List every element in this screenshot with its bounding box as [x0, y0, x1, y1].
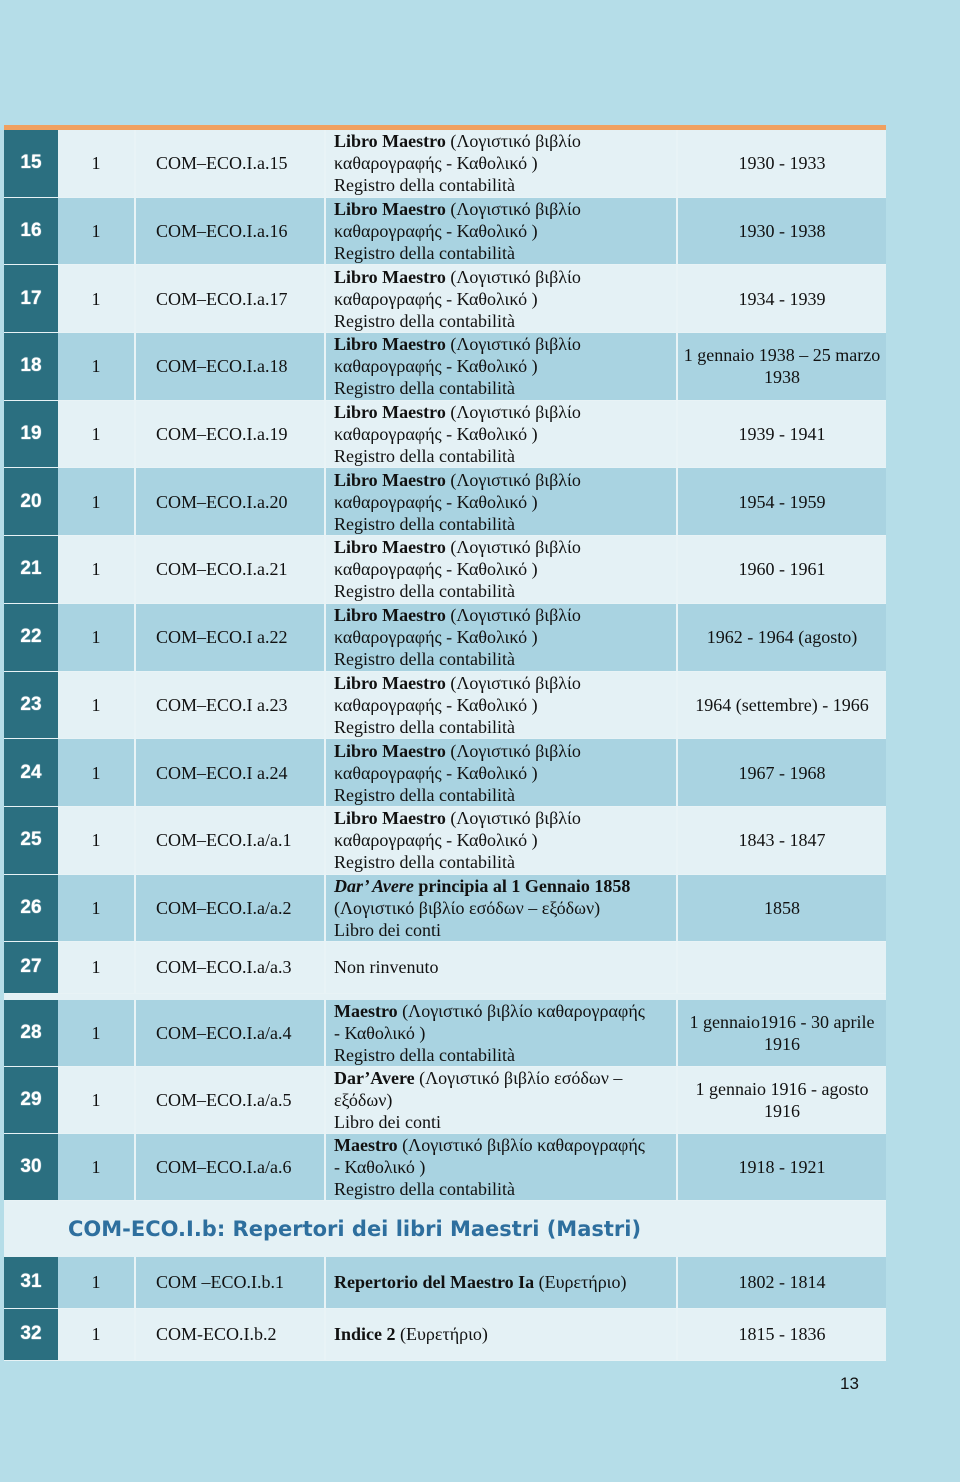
section-title: COM-ECO.I.b: Repertori dei libri Maestri (Mastri) [68, 1216, 642, 1241]
code-cell [136, 265, 326, 332]
row-number [4, 875, 58, 941]
row-number-text: 19 [20, 423, 42, 445]
row-number-text: 30 [20, 1155, 42, 1177]
date-text: 1 gennaio 1916 - agosto 1916 [695, 1078, 869, 1121]
date-cell [678, 1134, 886, 1200]
code-cell [136, 1067, 326, 1133]
description-line-3: Registro della contabilità [334, 716, 515, 737]
description-greek: (Λογιστικό βιβλίο [445, 537, 581, 558]
quantity-cell [58, 1257, 136, 1308]
description-line-3: Registro della contabilità [334, 649, 515, 670]
description-line-3: Registro della contabilità [334, 378, 515, 399]
table-row [4, 1309, 886, 1361]
date-text: 1964 (settembre) - 1966 [695, 694, 869, 715]
code-text: COM–ECO.I.a.17 [156, 288, 288, 309]
code-text: COM–ECO.I.a/a.2 [156, 897, 292, 918]
table-row [4, 536, 886, 604]
quantity-cell [58, 672, 136, 739]
description-title: Dar’Avere [334, 1067, 415, 1088]
code-text: COM–ECO.I.a.19 [156, 424, 288, 445]
row-number [4, 672, 58, 739]
description-greek: (Λογιστικό βιβλίο [445, 808, 581, 829]
description-title: Libro Maestro [334, 266, 446, 287]
date-cell [678, 875, 886, 941]
row-number-text: 26 [20, 896, 42, 918]
row-number [4, 468, 58, 535]
quantity-text: 1 [91, 153, 101, 174]
description-line-2: (Λογιστικό βιβλίο εσόδων – εξόδων) [334, 897, 601, 918]
description-line-3: Registro della contabilità [334, 446, 515, 467]
table-row [4, 739, 886, 807]
section-heading-row [4, 1201, 886, 1257]
date-cell [678, 739, 886, 806]
quantity-text: 1 [91, 559, 101, 580]
date-text: 1 gennaio1916 - 30 aprile 1916 [689, 1011, 875, 1054]
row-number-text: 16 [20, 220, 42, 242]
code-cell [136, 468, 326, 535]
quantity-text: 1 [91, 694, 101, 715]
row-number-text: 24 [20, 761, 42, 783]
table-row [4, 807, 886, 875]
description-line-2: καθαρογραφής - Καθολικό ) [334, 559, 538, 580]
table-row [4, 1134, 886, 1201]
description-cell [326, 604, 678, 671]
description-cell [326, 198, 678, 265]
date-cell [678, 536, 886, 603]
description-line-1 [334, 604, 581, 626]
code-text: COM–ECO.I.a/a.6 [156, 1156, 292, 1177]
row-number-text: 18 [20, 355, 42, 377]
row-number [4, 130, 58, 197]
code-cell [136, 333, 326, 400]
row-number [4, 807, 58, 874]
description-line-2: καθαρογραφής - Καθολικό ) [334, 491, 538, 512]
quantity-cell [58, 807, 136, 874]
row-number-text: 17 [20, 287, 42, 309]
row-number-text: 20 [20, 490, 42, 512]
row-number-text: 28 [20, 1021, 42, 1043]
description-line-3: Libro dei conti [334, 1111, 441, 1132]
quantity-cell [58, 130, 136, 197]
description-title: Repertorio del Maestro Ia [334, 1272, 535, 1293]
code-cell [136, 807, 326, 874]
date-cell [678, 1309, 886, 1360]
quantity-text: 1 [91, 762, 101, 783]
description-greek: (Λογιστικό βιβλίο [445, 402, 581, 423]
row-number [4, 265, 58, 332]
description-greek: (Λογιστικό βιβλίο [445, 672, 581, 693]
date-text: 1967 - 1968 [738, 762, 826, 783]
description-title: Maestro [334, 1134, 398, 1155]
description-line-1 [334, 130, 581, 152]
quantity-text: 1 [91, 957, 101, 978]
description-line-2: καθαρογραφής - Καθολικό ) [334, 424, 538, 445]
date-cell [678, 130, 886, 197]
description-line-3: Registro della contabilità [334, 243, 515, 264]
description-line-3: Registro della contabilità [334, 1044, 515, 1065]
code-cell [136, 1257, 326, 1308]
description-line-1 [334, 807, 581, 829]
code-cell [136, 739, 326, 806]
quantity-text: 1 [91, 830, 101, 851]
code-text: COM–ECO.I.a/a.3 [156, 957, 292, 978]
table-row [4, 604, 886, 672]
description-greek: (Λογιστικό βιβλίο [445, 199, 581, 220]
date-cell [678, 604, 886, 671]
description-cell [326, 942, 678, 993]
description-greek: (Λογιστικό βιβλίο [445, 131, 581, 152]
quantity-cell [58, 1067, 136, 1133]
date-text: 1815 - 1836 [738, 1324, 826, 1345]
description-title: Libro Maestro [334, 740, 446, 761]
description-line-3: Registro della contabilità [334, 784, 515, 805]
table-row [4, 333, 886, 401]
code-cell [136, 536, 326, 603]
description-title: Libro Maestro [334, 469, 446, 490]
row-number-text: 22 [20, 626, 42, 648]
code-text: COM–ECO.I a.23 [156, 694, 288, 715]
description-line-3: Registro della contabilità [334, 1178, 515, 1199]
description-title: Libro Maestro [334, 131, 446, 152]
code-text: COM–ECO.I.a.21 [156, 559, 288, 580]
quantity-text: 1 [91, 897, 101, 918]
description-cell [326, 468, 678, 535]
description-line-3: Registro della contabilità [334, 581, 515, 602]
description-line-1 [334, 672, 581, 694]
description-italic: Dar’ Avere [334, 875, 414, 896]
description-greek: (Λογιστικό βιβλίο [445, 334, 581, 355]
quantity-text: 1 [91, 424, 101, 445]
code-text: COM–ECO.I.a.15 [156, 153, 288, 174]
date-cell [678, 401, 886, 468]
table-row [4, 1257, 886, 1309]
table-row [4, 468, 886, 536]
quantity-text: 1 [91, 221, 101, 242]
description-title: Libro Maestro [334, 605, 446, 626]
code-cell [136, 1134, 326, 1200]
description-line-2: καθαρογραφής - Καθολικό ) [334, 762, 538, 783]
description-line-1 [334, 1134, 645, 1156]
row-number [4, 401, 58, 468]
description-cell [326, 1067, 678, 1133]
row-number-text: 21 [20, 558, 42, 580]
quantity-text: 1 [91, 356, 101, 377]
quantity-cell [58, 1134, 136, 1200]
description-line [334, 1271, 627, 1293]
description-greek: (Λογιστικό βιβλίο [445, 469, 581, 490]
code-cell [136, 1309, 326, 1360]
description-cell [326, 1134, 678, 1200]
code-text: COM –ECO.I.b.1 [156, 1272, 285, 1293]
description-line-3: Registro della contabilità [334, 852, 515, 873]
row-number [4, 1134, 58, 1200]
quantity-cell [58, 942, 136, 993]
quantity-text: 1 [91, 1272, 101, 1293]
row-number-text: 29 [20, 1088, 42, 1110]
quantity-text: 1 [91, 1089, 101, 1110]
table-row [4, 198, 886, 266]
table-row [4, 1067, 886, 1134]
description-title: Indice 2 [334, 1324, 396, 1345]
code-text: COM–ECO.I.a/a.1 [156, 830, 292, 851]
code-cell [136, 672, 326, 739]
description-title: principia al 1 Gennaio 1858 [413, 875, 631, 896]
code-text: COM–ECO.I.a.16 [156, 221, 288, 242]
description-cell [326, 875, 678, 941]
description-title: Libro Maestro [334, 199, 446, 220]
row-number [4, 604, 58, 671]
description-line-1 [334, 469, 581, 491]
description-greek: (Λογιστικό βιβλίο [445, 266, 581, 287]
description-cell [326, 401, 678, 468]
description-cell [326, 333, 678, 400]
quantity-text: 1 [91, 1022, 101, 1043]
date-text: 1802 - 1814 [738, 1272, 826, 1293]
date-text: 1962 - 1964 (agosto) [706, 627, 858, 648]
description-line-1 [334, 536, 581, 558]
code-cell [136, 942, 326, 993]
description-line-3: Libro dei conti [334, 919, 441, 940]
table-row [4, 265, 886, 333]
table-row [4, 672, 886, 740]
quantity-text: 1 [91, 627, 101, 648]
code-cell [136, 401, 326, 468]
row-number [4, 739, 58, 806]
code-cell [136, 1000, 326, 1066]
description-line-1 [334, 740, 581, 762]
date-cell [678, 1257, 886, 1308]
description-line-3: Registro della contabilità [334, 175, 515, 196]
description-greek: (Ευρετήριο) [395, 1324, 488, 1345]
description-line-2: καθαρογραφής - Καθολικό ) [334, 288, 538, 309]
code-text: COM–ECO.I.a.18 [156, 356, 288, 377]
description-cell [326, 672, 678, 739]
row-number [4, 333, 58, 400]
description-title: Libro Maestro [334, 537, 446, 558]
description-line-2: εξόδων) [334, 1089, 393, 1110]
table-row [4, 942, 886, 994]
code-text: COM–ECO.I a.24 [156, 762, 288, 783]
description-title: Libro Maestro [334, 672, 446, 693]
description-line-2: καθαρογραφής - Καθολικό ) [334, 694, 538, 715]
quantity-cell [58, 536, 136, 603]
date-cell [678, 265, 886, 332]
row-number [4, 198, 58, 265]
description-cell [326, 739, 678, 806]
quantity-text: 1 [91, 491, 101, 512]
quantity-text: 1 [91, 1156, 101, 1177]
date-cell [678, 1000, 886, 1066]
quantity-cell [58, 198, 136, 265]
row-number-text: 27 [20, 956, 42, 978]
table-row [4, 1000, 886, 1067]
description-cell [326, 807, 678, 874]
row-number-text: 31 [20, 1271, 42, 1293]
date-text: 1954 - 1959 [738, 491, 826, 512]
date-text: 1930 - 1938 [738, 221, 826, 242]
quantity-cell [58, 739, 136, 806]
description-title: Libro Maestro [334, 334, 446, 355]
quantity-cell [58, 468, 136, 535]
date-cell [678, 333, 886, 400]
date-text: 1930 - 1933 [738, 153, 826, 174]
quantity-cell [58, 265, 136, 332]
quantity-cell [58, 333, 136, 400]
date-cell [678, 942, 886, 993]
description-cell [326, 130, 678, 197]
date-text: 1960 - 1961 [738, 559, 826, 580]
date-text: 1939 - 1941 [738, 424, 826, 445]
page-number: 13 [840, 1374, 859, 1393]
row-number-text: 25 [20, 829, 42, 851]
row-number [4, 536, 58, 603]
date-cell [678, 807, 886, 874]
description-greek: (Λογιστικό βιβλίο εσόδων – [414, 1067, 623, 1088]
description-line-1 [334, 1067, 622, 1089]
inventory-table [4, 130, 886, 1361]
description-line-1 [334, 1000, 645, 1022]
table-row [4, 401, 886, 469]
code-text: COM–ECO.I.a/a.4 [156, 1022, 292, 1043]
row-number-text: 15 [20, 152, 42, 174]
row-number-text: 32 [20, 1323, 42, 1345]
description-line-2: καθαρογραφής - Καθολικό ) [334, 153, 538, 174]
description-line-1 [334, 266, 581, 288]
description-line-2: καθαρογραφής - Καθολικό ) [334, 221, 538, 242]
row-number [4, 1000, 58, 1066]
row-number [4, 1257, 58, 1308]
description-line-3: Registro della contabilità [334, 513, 515, 534]
code-text: COM–ECO.I a.22 [156, 627, 288, 648]
description-line-3: Registro della contabilità [334, 310, 515, 331]
date-cell [678, 198, 886, 265]
code-cell [136, 875, 326, 941]
date-text: 1934 - 1939 [738, 288, 826, 309]
description-cell [326, 1257, 678, 1308]
code-cell [136, 198, 326, 265]
date-text: 1 gennaio 1938 – 25 marzo 1938 [683, 345, 881, 388]
description-text: Non rinvenuto [334, 957, 439, 978]
date-text: 1858 [764, 897, 800, 918]
code-cell [136, 130, 326, 197]
description-greek: (Λογιστικό βιβλίο [445, 605, 581, 626]
quantity-cell [58, 604, 136, 671]
row-number [4, 1067, 58, 1133]
description-line-1 [334, 333, 581, 355]
description-line-2: - Καθολικό ) [334, 1156, 426, 1177]
description-cell [326, 1000, 678, 1066]
date-cell [678, 672, 886, 739]
description-cell [326, 1309, 678, 1360]
date-text: 1918 - 1921 [738, 1156, 826, 1177]
quantity-cell [58, 1000, 136, 1066]
description-title: Maestro [334, 1000, 398, 1021]
date-text: 1843 - 1847 [738, 830, 826, 851]
description-greek: (Λογιστικό βιβλίο [445, 740, 581, 761]
row-number [4, 1309, 58, 1360]
row-number-text: 23 [20, 693, 42, 715]
description-line-2: καθαρογραφής - Καθολικό ) [334, 356, 538, 377]
description-greek: (Λογιστικό βιβλίο καθαρογραφής [397, 1000, 645, 1021]
description-line [334, 1323, 488, 1345]
description-cell [326, 536, 678, 603]
table-row [4, 875, 886, 942]
code-cell [136, 604, 326, 671]
description-line-2: καθαρογραφής - Καθολικό ) [334, 830, 538, 851]
code-text: COM-ECO.I.b.2 [156, 1324, 277, 1345]
quantity-cell [58, 875, 136, 941]
description-title: Libro Maestro [334, 808, 446, 829]
quantity-text: 1 [91, 288, 101, 309]
description-title: Libro Maestro [334, 402, 446, 423]
description-greek: (Ευρετήριο) [534, 1272, 627, 1293]
description-cell [326, 265, 678, 332]
date-cell [678, 468, 886, 535]
quantity-cell [58, 1309, 136, 1360]
quantity-text: 1 [91, 1324, 101, 1345]
table-row [4, 130, 886, 198]
description-line-1 [334, 198, 581, 220]
description-line-2: - Καθολικό ) [334, 1022, 426, 1043]
code-text: COM–ECO.I.a/a.5 [156, 1089, 292, 1110]
description-greek: (Λογιστικό βιβλίο καθαρογραφής [397, 1134, 645, 1155]
description-line-1 [334, 401, 581, 423]
date-cell [678, 1067, 886, 1133]
description-line-1 [334, 875, 630, 897]
code-text: COM–ECO.I.a.20 [156, 491, 288, 512]
row-number [4, 942, 58, 993]
description-line-2: καθαρογραφής - Καθολικό ) [334, 627, 538, 648]
quantity-cell [58, 401, 136, 468]
